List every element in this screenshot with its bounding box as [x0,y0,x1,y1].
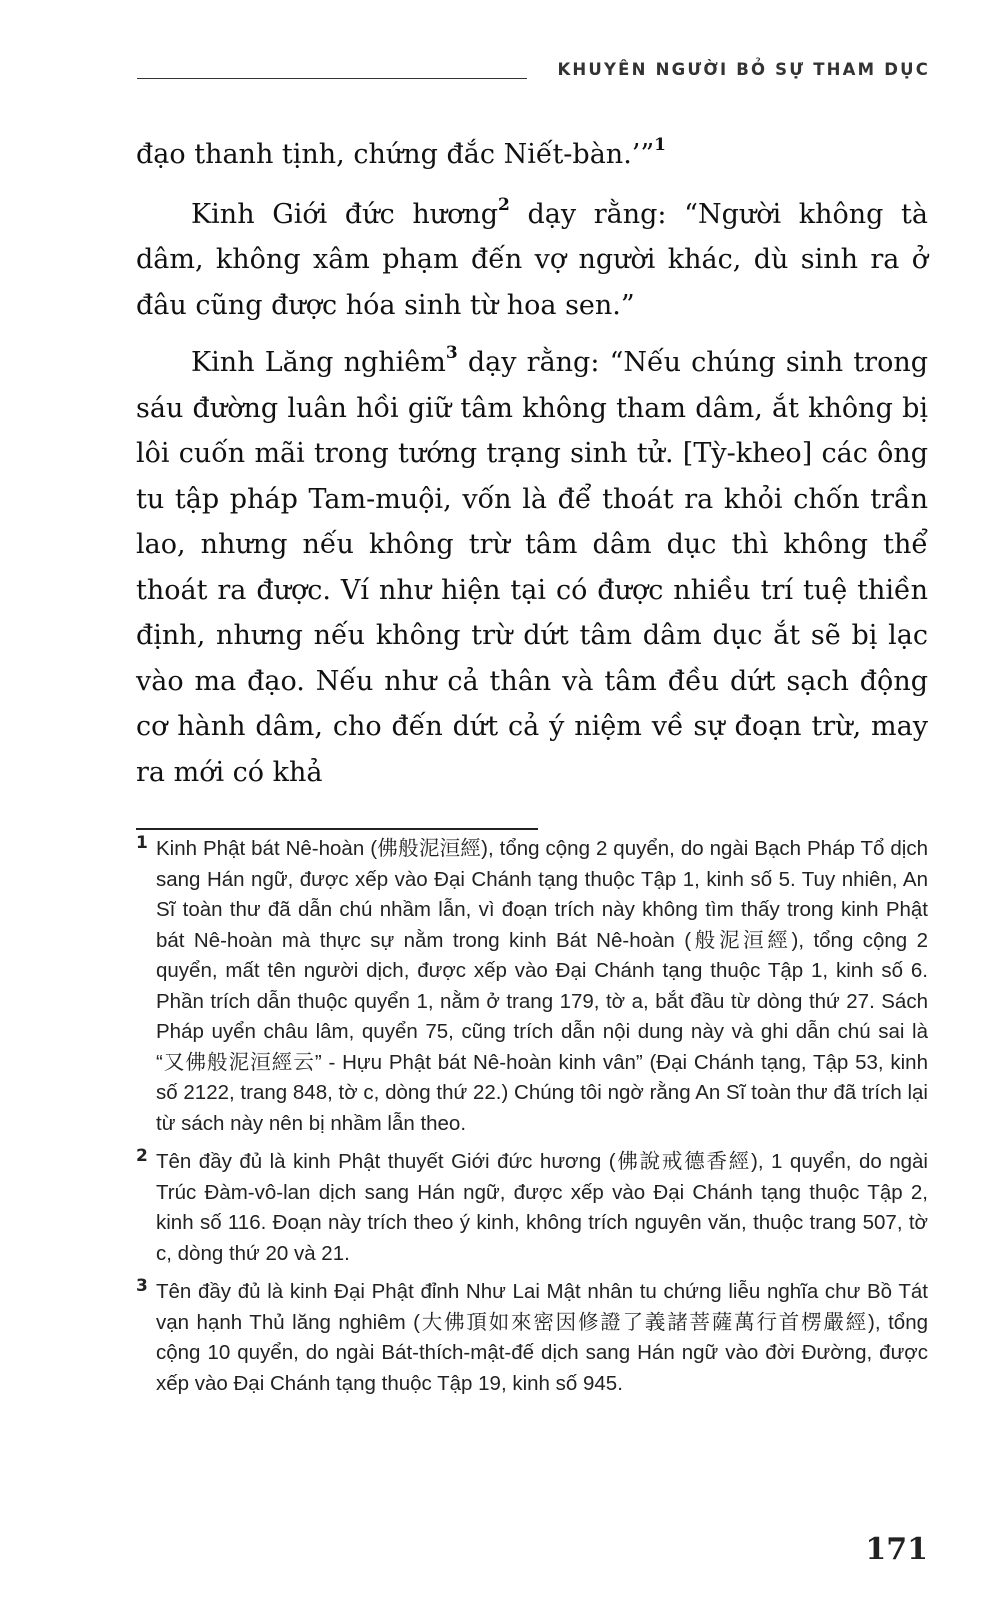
footnote-3 [136,1277,928,1399]
body-text [136,132,928,807]
footnote-ref-2[interactable]: 2 [498,194,510,215]
paragraph-text: đạo thanh tịnh, chứng đắc Niết-bàn.’” [136,139,655,170]
paragraph-text: Kinh Lăng nghiêm [191,347,446,378]
footnote-number: 1 [136,833,148,853]
page-number: 171 [865,1532,928,1567]
footnote-2 [136,1147,928,1269]
paragraph-text: Kinh Giới đức hương [191,198,499,230]
footnote-text: Tên đầy đủ là kinh Đại Phật đỉnh Như Lai Mật nhân tu chứng liễu nghĩa chư Bồ Tát vạn hạnh Thủ lăng nghiêm (大佛頂如來密因修證了義諸菩薩萬行首楞嚴經), tổng cộng 10 quyển, do ngài Bát-thích-mật-đế dịch sang Hán ngữ vào đời Đường, được xếp vào Đại Chánh tạng thuộc Tập 19, kinh số 945. [156,1280,928,1395]
body-paragraph-2 [136,192,928,329]
paragraph-text: dạy rằng: “Người không tà dâm, không xâm phạm đến vợ người khác, dù sinh ra ở đâu cũng được hóa sinh từ hoa sen.” [136,198,929,321]
body-paragraph-1 [136,132,928,178]
running-head: KHUYÊN NGƯỜI BỎ SỰ THAM DỤC [557,60,930,79]
footnote-rule [136,828,538,830]
header-rule [137,78,527,79]
footnote-number: 2 [136,1146,148,1166]
footnote-text: Tên đầy đủ là kinh Phật thuyết Giới đức hương (佛說戒德香經), 1 quyển, do ngài Trúc Đàm-vô-lan dịch sang Hán ngữ, được xếp vào Đại Chánh tạng thuộc Tập 2, kinh số 116. Đoạn này trích theo ý kinh, không trích nguyên văn, thuộc trang 507, tờ c, dòng thứ 20 và 21. [156,1150,928,1265]
footnotes [136,834,928,1407]
footnote-ref-1[interactable]: 1 [654,135,667,155]
footnote-number: 3 [136,1276,148,1296]
footnote-text: Kinh Phật bát Nê-hoàn (佛般泥洹經), tổng cộng 2 quyển, do ngài Bạch Pháp Tổ dịch sang Hán ngữ, được xếp vào Đại Chánh tạng thuộc Tập 1, kinh số 5. Tuy nhiên, An Sĩ toàn thư đã dẫn chú nhầm lẫn, vì đoạn trích này không tìm thấy trong kinh Phật bát Nê-hoàn mà thực sự nằm trong kinh Bát Nê-hoàn (般泥洹經), tổng cộng 2 quyển, mất tên người dịch, được xếp vào Đại Chánh tạng thuộc Tập 1, kinh số 6. Phần trích dẫn thuộc quyển 1, nằm ở trang 179, tờ a, bắt đầu từ dòng thứ 27. Sách Pháp uyển châu lâm, quyển 75, cũng trích dẫn nội dung này và ghi dẫn chú sai là “又佛般泥洹經云” - Hựu Phật bát Nê-hoàn kinh vân” (Đại Chánh tạng, Tập 53, kinh số 2122, trang 848, tờ c, dòng thứ 22.) Chúng tôi ngờ rằng An Sĩ toàn thư đã trích lại từ sách này nên bị nhầm lẫn theo. [156,837,928,1135]
footnote-ref-3[interactable]: 3 [445,343,458,363]
footnote-1 [136,834,928,1139]
paragraph-text: dạy rằng: “Nếu chúng sinh trong sáu đường luân hồi giữ tâm không tham dâm, ắt không bị lôi cuốn mãi trong tướng trạng sinh tử. [Tỳ-kheo] các ông tu tập pháp Tam-muội, vốn là để thoát ra khỏi chốn trần lao, nhưng nếu không trừ tâm dâm dục thì không thể thoát ra được. Ví như hiện tại có được nhiều trí tuệ thiền định, nhưng nếu không trừ dứt tâm dâm dục ắt sẽ bị lạc vào ma đạo. Nếu như cả thân và tâm đều dứt sạch động cơ hành dâm, cho đến dứt cả ý niệm về sự đoạn trừ, may ra mới có khả [136,347,928,788]
body-paragraph-3 [136,340,928,795]
